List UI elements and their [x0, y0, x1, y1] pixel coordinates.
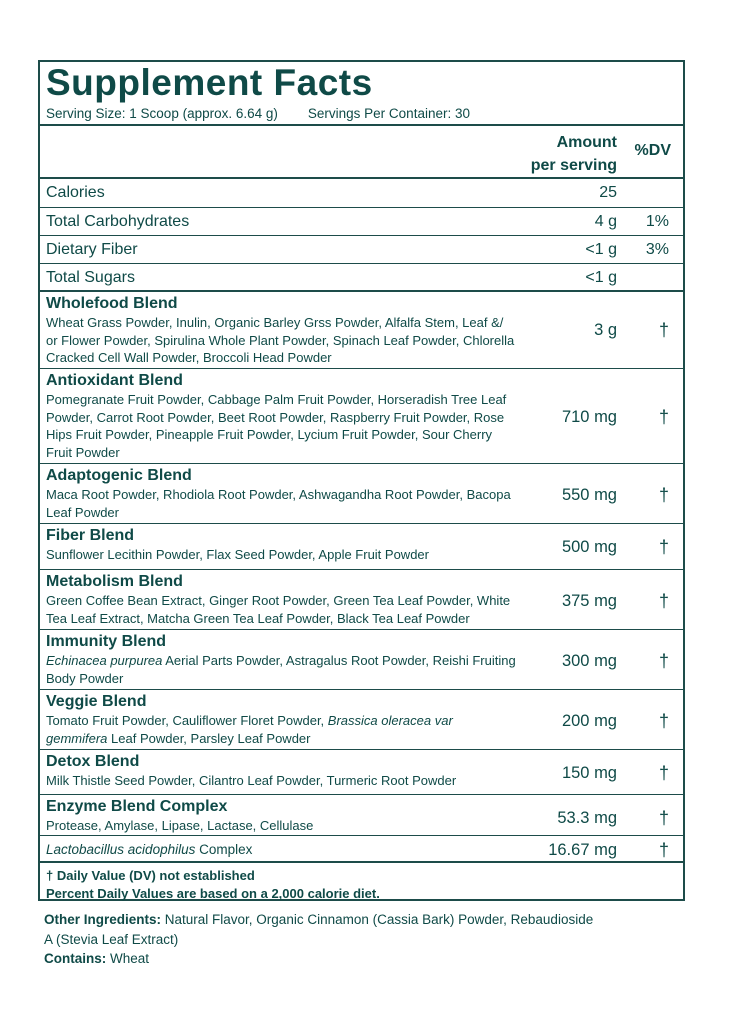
- lactobacillus-row: Lactobacillus acidophilus Complex 16.67 mg †: [46, 840, 669, 860]
- blend-row-wholefood: Wholefood Blend Wheat Grass Powder, Inulin, Organic Barley Grss Powder, Alfalfa Stem, Leaf &/ or Flower Powder, Spirulina Whole Plant Powder, Spinach Leaf Powder, Chlorella Cracked Cell Wall Powder, Broccoli Head Powder 3 g †: [46, 295, 669, 365]
- nutrient-row-sugars: Total Sugars <1 g: [46, 269, 617, 286]
- blend-row-metabolism: Metabolism Blend Green Coffee Bean Extract, Ginger Root Powder, Green Tea Leaf Powder, White Tea Leaf Extract, Matcha Green Tea Leaf Powder, Black Tea Leaf Powder 375 mg †: [46, 573, 669, 626]
- nutrient-row-calories: Calories 25: [46, 184, 617, 201]
- servings-per-container: Servings Per Container: 30: [307, 106, 470, 121]
- amount-header: Amount per serving: [530, 134, 617, 174]
- nutrient-row-fiber: Dietary Fiber <1 g 3%: [46, 241, 669, 258]
- blend-ingredients: Tomato Fruit Powder, Cauliflower Floret Powder, Brassica oleracea var gemmifera Leaf Powder, Parsley Leaf Powder: [46, 713, 453, 746]
- serving-size: Serving Size: 1 Scoop (approx. 6.64 g): [46, 106, 278, 121]
- blend-row-fiber: Fiber Blend Sunflower Lecithin Powder, Flax Seed Powder, Apple Fruit Powder 500 mg †: [46, 527, 669, 562]
- blend-ingredients: Echinacea purpurea Aerial Parts Powder, Astragalus Root Powder, Reishi Fruiting Body Powder: [46, 653, 516, 686]
- blend-row-detox: Detox Blend Milk Thistle Seed Powder, Cilantro Leaf Powder, Turmeric Root Powder 150 mg †: [46, 753, 669, 788]
- other-ingredients: Other Ingredients: Natural Flavor, Organic Cinnamon (Cassia Bark) Powder, Rebaudioside A (Stevia Leaf Extract): [44, 912, 594, 947]
- divider: [40, 124, 683, 126]
- serving-info: [46, 106, 470, 121]
- blend-row-veggie: Veggie Blend Tomato Fruit Powder, Cauliflower Floret Powder, Brassica oleracea var gemmifera Leaf Powder, Parsley Leaf Powder 200 mg †: [46, 693, 669, 746]
- blend-row-immunity: Immunity Blend Echinacea purpurea Aerial Parts Powder, Astragalus Root Powder, Reishi Fruiting Body Powder 300 mg †: [46, 633, 669, 686]
- panel-title: Supplement Facts: [46, 62, 373, 103]
- blend-row-enzyme: Enzyme Blend Complex Protease, Amylase, Lipase, Lactase, Cellulase 53.3 mg †: [46, 798, 669, 833]
- blend-row-adaptogenic: Adaptogenic Blend Maca Root Powder, Rhodiola Root Powder, Ashwagandha Root Powder, Bacopa Leaf Powder 550 mg †: [46, 467, 669, 520]
- footnote: † Daily Value (DV) not established Percent Daily Values are based on a 2,000 calorie diet.: [46, 868, 380, 901]
- contains-statement: Contains: Wheat: [44, 951, 150, 966]
- nutrient-row-carbohydrates: Total Carbohydrates 4 g 1%: [46, 213, 669, 230]
- divider: [40, 861, 683, 863]
- blend-row-antioxidant: Antioxidant Blend Pomegranate Fruit Powder, Cabbage Palm Fruit Powder, Horseradish Tree Leaf Powder, Carrot Root Powder, Beet Root Powder, Raspberry Fruit Powder, Rose Hips Fruit Powder, Pineapple Fruit Powder, Lycium Fruit Powder, Sour Cherry Fruit Powder 710 mg †: [46, 372, 669, 460]
- supplement-facts-panel: [38, 60, 685, 901]
- dv-header: %DV: [634, 142, 671, 159]
